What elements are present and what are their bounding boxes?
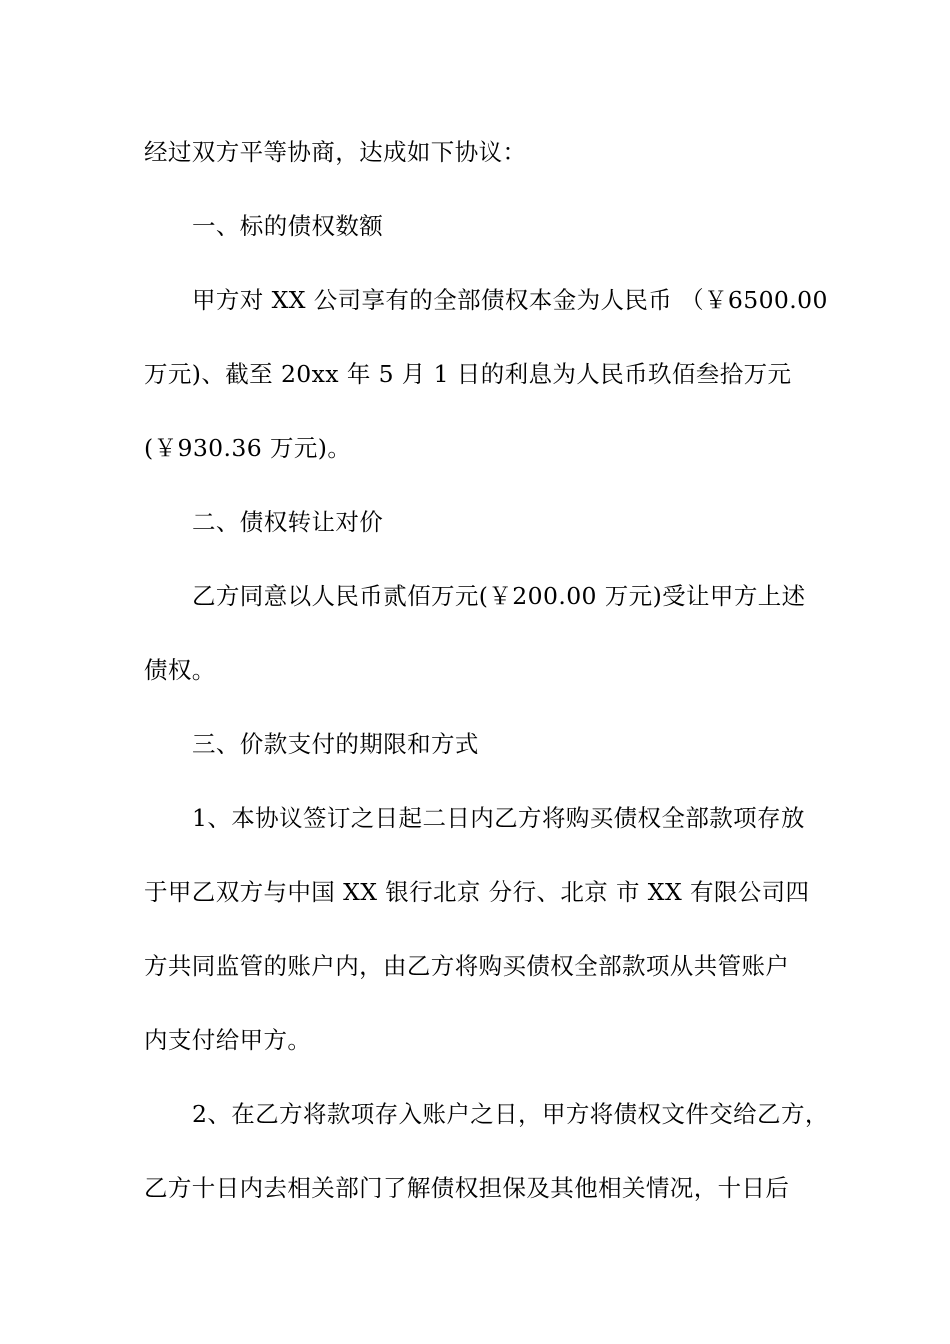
paragraph-line: 1、本协议签订之日起二日内乙方将购买债权全部款项存放	[192, 804, 805, 832]
paragraph-line: (￥930.36 万元)。	[144, 434, 352, 462]
paragraph-line: 乙方同意以人民币贰佰万元(￥200.00 万元)受让甲方上述	[192, 582, 806, 610]
paragraph-line: 2、在乙方将款项存入账户之日，甲方将债权文件交给乙方，	[192, 1100, 829, 1128]
paragraph-line: 甲方对 XX 公司享有的全部债权本金为人民币 （￥6500.00	[192, 286, 828, 314]
paragraph-line: 乙方十日内去相关部门了解债权担保及其他相关情况，十日后	[144, 1174, 790, 1202]
paragraph-line: 万元)、截至 20xx 年 5 月 1 日的利息为人民币玖佰叁拾万元	[144, 360, 792, 388]
paragraph-line: 方共同监管的账户内，由乙方将购买债权全部款项从共管账户	[144, 952, 790, 980]
paragraph-line: 内支付给甲方。	[144, 1026, 312, 1054]
paragraph-line: 债权。	[144, 656, 216, 684]
paragraph-line: 于甲乙双方与中国 XX 银行北京 分行、北京 市 XX 有限公司四	[144, 878, 810, 906]
section-2-heading: 二、债权转让对价	[192, 508, 384, 536]
intro-line: 经过双方平等协商，达成如下协议：	[144, 138, 527, 166]
section-3-heading: 三、价款支付的期限和方式	[192, 730, 479, 758]
section-1-heading: 一、标的债权数额	[192, 212, 384, 240]
